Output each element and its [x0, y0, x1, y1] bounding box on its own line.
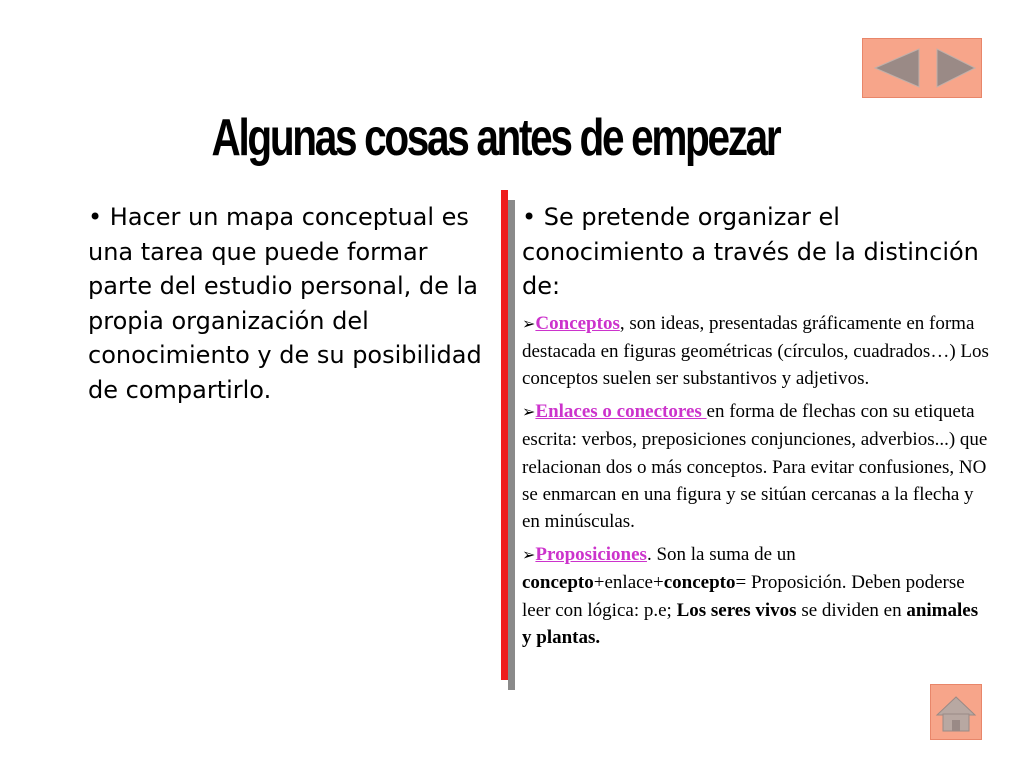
term-link-conceptos[interactable]: Conceptos [535, 312, 620, 334]
left-column-text: • Hacer un mapa conceptual es una tarea que puede formar parte del estudio personal, de la propia organización del conocimiento y de su posibilidad de compartirlo. [88, 203, 482, 404]
divider-red-bar [501, 190, 508, 680]
slide-title: Algunas cosas antes de empezar [211, 109, 780, 167]
arrow-bullet-icon: ➢ [522, 404, 536, 422]
term-link-proposiciones[interactable]: Proposiciones [535, 544, 647, 566]
home-button[interactable] [930, 684, 982, 740]
right-column [522, 200, 992, 657]
prev-slide-button[interactable] [875, 49, 919, 87]
next-slide-button[interactable] [937, 49, 975, 87]
arrow-bullet-icon: ➢ [522, 547, 536, 565]
item-bold-text: animales y plantas. [522, 599, 979, 648]
item-bold-text: concepto [663, 572, 736, 594]
item-text: , son ideas, presentadas gráficamente en forma destacada en figuras geométricas (círculos, cuadrados…) Los conceptos suelen ser substantivos y adjetivos. [522, 312, 989, 389]
item-text: = Proposición. Deben poderse leer con lógica: p.e; [522, 572, 965, 621]
term-link-enlaces[interactable]: Enlaces o conectores [535, 401, 707, 423]
item-text: . Son la suma de un [646, 544, 796, 566]
divider-gray-bar [508, 200, 515, 690]
list-item-conceptos [522, 310, 992, 393]
triangle-right-icon [937, 49, 975, 87]
arrow-bullet-icon: ➢ [522, 315, 536, 333]
list-item-proposiciones [522, 541, 992, 651]
home-icon [937, 697, 975, 731]
item-text: se dividen en [796, 599, 907, 621]
item-text: +enlace+ [593, 572, 664, 594]
item-bold-text: Los seres vivos [676, 599, 797, 621]
right-intro-text: • Se pretende organizar el conocimiento a través de la distinción de: [522, 203, 979, 300]
item-text: en forma de flechas con su etiqueta escrita: verbos, preposiciones conjunciones, adverbios...) que relacionan dos o más conceptos. Para evitar confusiones, NO se enmarcan en una figura y se sitúan cercanas a la flecha y en minúsculas. [522, 401, 988, 532]
nav-buttons [862, 38, 982, 98]
list-item-enlaces [522, 398, 992, 535]
triangle-left-icon [875, 49, 919, 87]
item-bold-text: concepto [522, 572, 594, 594]
